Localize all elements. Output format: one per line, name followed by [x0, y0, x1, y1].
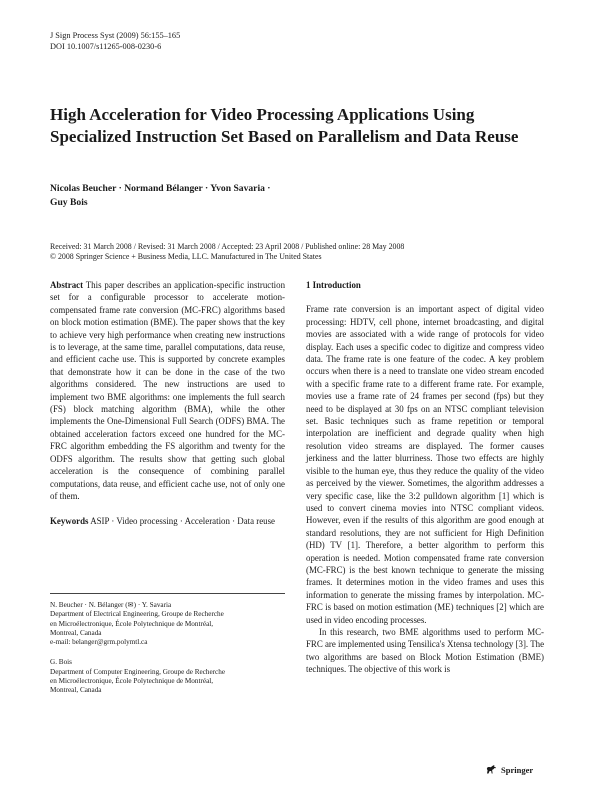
affiliation-line: en Microélectronique, École Polytechnique de Montréal,	[50, 677, 214, 686]
affiliation-line: en Microélectronique, École Polytechnique de Montréal,	[50, 619, 214, 628]
affiliation-block	[50, 658, 285, 695]
affiliation-line: Department of Electrical Engineering, Groupe de Recherche	[50, 610, 224, 619]
keywords-label: Keywords	[50, 516, 89, 527]
publisher-name: Springer	[501, 764, 534, 775]
paragraph: Frame rate conversion is an important aspect of digital video processing: HDTV, cell phone, internet broadcasting, and digital movies are associated with a wide range of protocols for video display. Each uses a specific codec to digitize and compress video data. The frame rate is one feature of the codec. A key problem occurs when there is a need to translate one video stream encoded with a specific frame rate to a different frame rate. For example, movies use a frame rate of 24 frames per second (fps) but they need to be displayed at 30 fps on an NTSC compliant television set. Basic techniques such as frame repetition or temporal interpolation are inefficient and degrade quality when high resolution video streams are displayed. The former causes jerkiness and the latter blurriness. Those two effects are highly visible to the human eye, thus they reduce the quality of the video as perceived by the viewer. Sometimes, the algorithm addresses a very specific case, like the 3:2 pulldown algorithm [1] which is used to convert cinema movies into NTSC compliant videos. However, even if the results of this algorithm are good enough at standard resolutions, they are not sufficient for High Definition (HD) TV [1]. Therefore, a better algorithm to perform this operation is needed. Motion compensated frame rate conversion (MC-FRC) is the best known technique to generate the missing frames. It determines motion in the video frames and uses this information to generate the missing frames by interpolation. MC-FRC is based on motion estimation (ME) techniques [2] which are used in video encoding processes.	[306, 304, 544, 625]
affiliation-line: Montreal, Canada	[50, 686, 102, 695]
keywords-text: ASIP · Video processing · Acceleration · Data reuse	[90, 516, 275, 527]
affiliation-line: Montreal, Canada	[50, 628, 102, 637]
journal-header	[50, 31, 180, 52]
author-separator: ·	[116, 183, 125, 194]
keywords	[50, 515, 285, 527]
article-history	[50, 242, 550, 262]
affiliation-line: G. Bois	[50, 658, 72, 667]
springer-horse-icon	[484, 764, 498, 775]
author-separator: ·	[202, 183, 211, 194]
affiliation-line: Department of Computer Engineering, Groupe de Recherche	[50, 667, 226, 676]
abstract-label: Abstract	[50, 280, 84, 290]
section-heading: 1 Introduction	[306, 280, 361, 290]
right-column	[306, 279, 544, 676]
left-column	[50, 279, 285, 528]
email-line: e-mail: belanger@grm.polymtl.ca	[50, 638, 148, 647]
author-list	[50, 182, 470, 209]
author-separator: ·	[264, 183, 271, 194]
journal-citation: J Sign Process Syst (2009) 56:155–165	[50, 31, 181, 40]
abstract-text: This paper describes an application-specific instruction set for a configurable processor to accelerate motion-compensated frame rate conversion (MC-FRC) algorithms based on block motion estimation (BME). The paper shows that the key to achieve very high performance when creating new instructions is to leverage, at the same time, parallel computations, data reuse, and efficient cache use. This is supported by concrete examples that demonstrate how it can be done in the case of the two algorithms considered. The new instructions are used to implement two BME algorithms: one implements the full search (FS) block matching algorithm (BMA), while the other implements the One-Dimensional Full Search (ODFS) BMA. The obtained acceleration factors exceed one hundred for the MC-FRC algorithm embedding the FS algorithm and twenty for the ODFS algorithm. The results show that getting such global acceleration is the consequence of combining parallel computations, data reuse, and efficient cache use, not of only one of them.	[50, 280, 286, 501]
paper-title: High Acceleration for Video Processing Applications Using Specialized Instruction Set Based on Parallelism and Data Reuse	[50, 105, 519, 146]
doi: DOI 10.1007/s11265-008-0230-6	[50, 41, 162, 51]
paragraph: In this research, two BME algorithms used to perform MC-FRC are implemented using Tensilica's Xtensa technology [3]. The two algorithms are based on Block Motion Estimation (BME) techniques. The objective of this work is	[306, 626, 545, 675]
affiliation-block	[50, 601, 285, 647]
author-name: Yvon Savaria	[210, 183, 265, 194]
copyright-line: © 2008 Springer Science + Business Media, LLC. Manufactured in The United States	[50, 252, 322, 261]
author-name: Normand Bélanger	[124, 183, 203, 194]
history-dates: Received: 31 March 2008 / Revised: 31 March 2008 / Accepted: 23 April 2008 / Published online: 28 May 2008	[50, 242, 405, 251]
abstract	[50, 279, 285, 502]
publisher-logo	[484, 764, 533, 775]
author-name: Nicolas Beucher	[50, 183, 117, 194]
author-name: Guy Bois	[50, 196, 88, 208]
affiliations-footnote	[50, 593, 285, 696]
affiliation-line: N. Beucher · N. Bélanger (✉) · Y. Savaria	[50, 601, 172, 609]
